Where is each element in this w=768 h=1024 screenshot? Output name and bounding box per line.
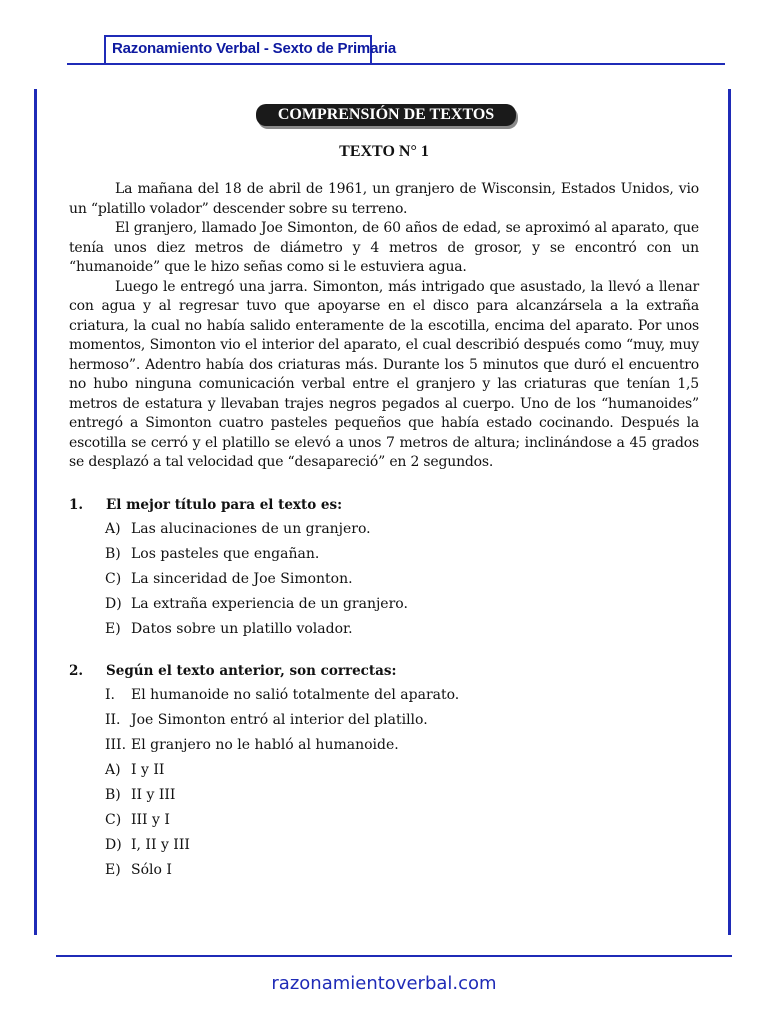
option-letter: C)	[105, 570, 122, 587]
statement-text: El humanoide no salió totalmente del aparato.	[131, 686, 460, 703]
option-text: Las alucinaciones de un granjero.	[131, 520, 371, 537]
header-rule	[67, 63, 725, 65]
option-letter: D)	[105, 595, 122, 612]
answer-option[interactable]	[69, 516, 699, 541]
option-letter: E)	[105, 861, 121, 878]
answer-option[interactable]	[69, 591, 699, 616]
option-text: La extraña experiencia de un granjero.	[131, 595, 408, 612]
question-number: 2.	[69, 663, 84, 679]
option-letter: E)	[105, 620, 121, 637]
footer-website-link[interactable]: razonamientoverbal.com	[271, 973, 497, 994]
option-letter: B)	[105, 545, 121, 562]
answer-option[interactable]	[69, 616, 699, 641]
option-text: I y II	[131, 761, 165, 778]
statement-number: II.	[105, 711, 121, 728]
question-header	[69, 660, 699, 682]
right-border	[728, 89, 731, 935]
option-text: Los pasteles que engañan.	[131, 545, 320, 562]
statement-text: Joe Simonton entró al interior del platillo.	[131, 711, 428, 728]
paragraph: La mañana del 18 de abril de 1961, un granjero de Wisconsin, Estados Unidos, vio un “platillo volador” descender sobre su terreno.	[69, 181, 699, 217]
option-text: La sinceridad de Joe Simonton.	[131, 570, 353, 587]
paragraph: Luego le entregó una jarra. Simonton, más intrigado que asustado, la llevó a llenar con agua y al regresar tuvo que apoyarse en el disco para alcanzársela a la extraña criatura, la cual no había salido enteramente de la escotilla, encima del aparato. Por unos momentos, Simonton vio el interior del aparato, el cual describió después como “muy, muy hermoso”. Adentro había dos criaturas más. Durante los 5 minutos que duró el encuentro no hubo ninguna comunicación verbal entre el granjero y las criaturas que tenían 1,5 metros de estatura y llevaban trajes negros pegados al cuerpo. Uno de los “humanoides” entregó a Simonton cuatro pasteles pequeños que había estado cocinando. Después la escotilla se cerró y el platillo se elevó a unos 7 metros de altura; inclinándose a 45 grados se desplazó a tal velocidad que “desapareció” en 2 segundos.	[69, 278, 699, 470]
option-text: II y III	[131, 786, 176, 803]
option-letter: C)	[105, 811, 122, 828]
option-letter: A)	[105, 520, 121, 537]
statement	[69, 682, 699, 707]
header-title: Razonamiento Verbal - Sexto de Primaria	[112, 40, 396, 57]
option-text: Sólo I	[131, 861, 172, 878]
question-1	[69, 494, 699, 641]
paragraph: El granjero, llamado Joe Simonton, de 60 años de edad, se aproximó al aparato, que tenía unos diez metros de diámetro y 4 metros de grosor, y se encontró con un “humanoide” que le hizo señas como si le estuviera agua.	[69, 220, 699, 275]
option-letter: D)	[105, 836, 122, 853]
statement-number: III.	[105, 736, 127, 753]
question-2	[69, 660, 699, 882]
statement-number: I.	[105, 686, 115, 703]
option-text: III y I	[131, 811, 170, 828]
statement	[69, 707, 699, 732]
option-letter: B)	[105, 786, 121, 803]
option-text: Datos sobre un platillo volador.	[131, 620, 353, 637]
left-border	[34, 89, 37, 935]
question-prompt: Según el texto anterior, son correctas:	[106, 663, 397, 679]
answer-option[interactable]	[69, 541, 699, 566]
statement	[69, 732, 699, 757]
statement-text: El granjero no le habló al humanoide.	[131, 736, 399, 753]
answer-option[interactable]	[69, 782, 699, 807]
option-letter: A)	[105, 761, 121, 778]
answer-option[interactable]	[69, 832, 699, 857]
reading-passage	[69, 180, 699, 473]
option-text: I, II y III	[131, 836, 190, 853]
footer-rule	[56, 955, 732, 957]
header-tab	[104, 35, 396, 63]
text-title: TEXTO N° 1	[339, 143, 429, 160]
answer-option[interactable]	[69, 857, 699, 882]
question-header	[69, 494, 699, 516]
answer-option[interactable]	[69, 566, 699, 591]
question-number: 1.	[69, 497, 84, 513]
question-prompt: El mejor título para el texto es:	[106, 497, 343, 513]
section-banner: COMPRENSIÓN DE TEXTOS	[256, 104, 516, 126]
answer-option[interactable]	[69, 807, 699, 832]
answer-option[interactable]	[69, 757, 699, 782]
